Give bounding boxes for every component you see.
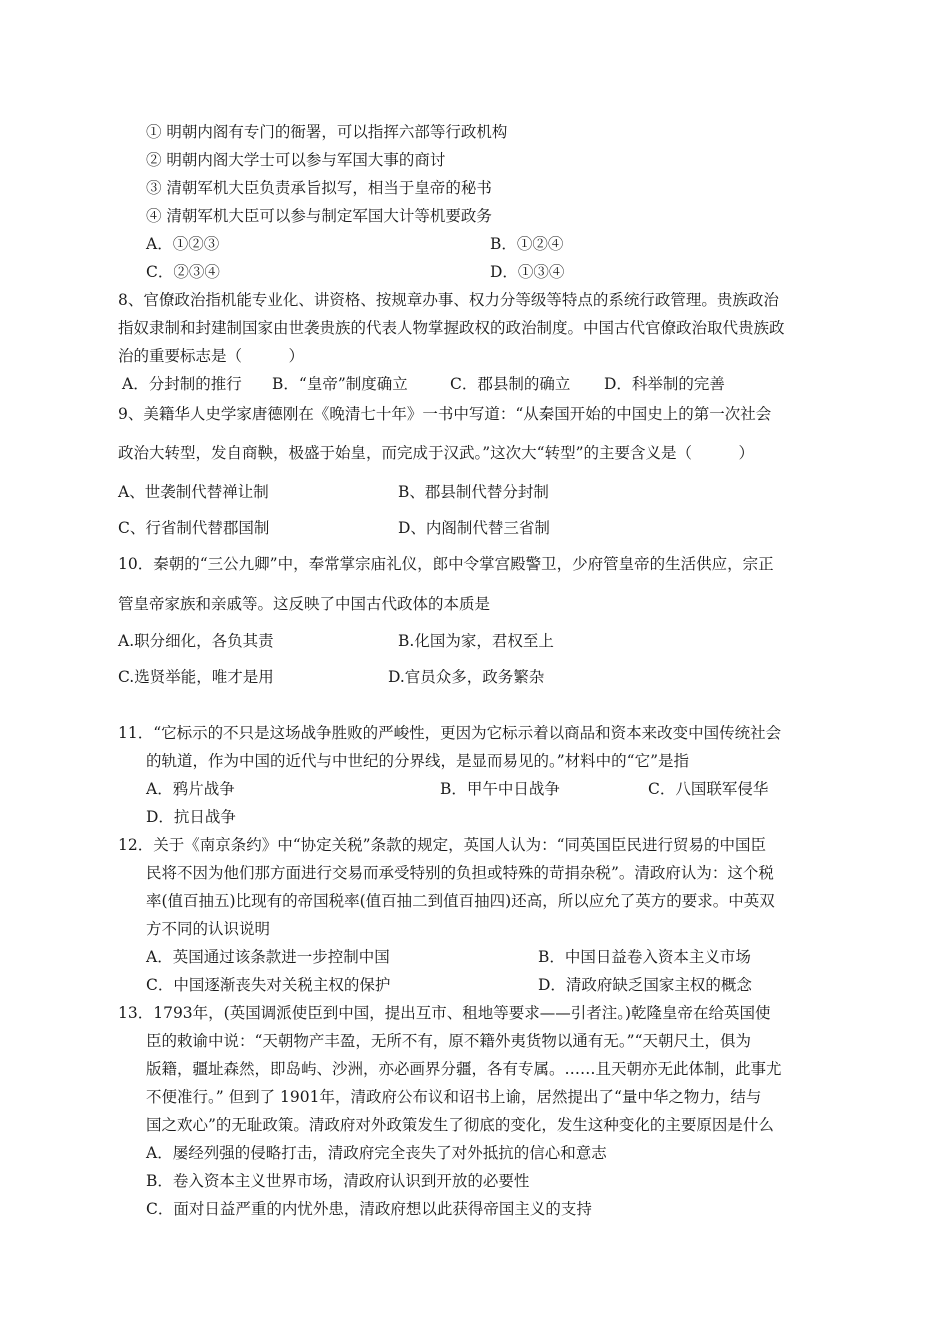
option-c: C．八国联军侵华 [648,780,769,798]
option-d: D．清政府缺乏国家主权的概念 [538,976,752,994]
option-c: C．中国逐渐丧失对关税主权的保护 [146,976,391,994]
option-c: C、行省制代替郡国制 [118,519,270,537]
option-b: B．①②④ [490,235,564,253]
option-c: C．②③④ [146,263,220,281]
option-b: B．中国日益卷入资本主义市场 [538,948,751,966]
question-text-line: 管皇帝家族和亲戚等。这反映了中国古代政体的本质是 [118,595,491,613]
option-c: C.选贤举能，唯才是用 [118,668,274,686]
statement-4: ④ 清朝军机大臣可以参与制定军国大计等机要政务 [146,207,492,225]
question-text-line: 方不同的认识说明 [146,920,271,938]
option-a: A．鸦片战争 [146,780,235,798]
option-a: A．分封制的推行 [122,375,242,393]
question-text-line: 12．关于《南京条约》中“协定关税”条款的规定，英国人认为：“同英国臣民进行贸易的中国臣 [118,836,766,854]
question-text-line: 版籍，疆址森然，即岛屿、沙洲，亦必画界分疆，各有专属。……且天朝亦无此体制，此事尤 [146,1060,782,1078]
option-b: B．“皇帝”制度确立 [272,375,408,393]
question-text-line: 的轨道，作为中国的近代与中世纪的分界线，是显而易见的。”材料中的“它”是指 [146,752,690,770]
question-text-line: 13．1793年，(英国调派使臣到中国，提出互市、租地等要求——引者注。)乾隆皇帝在给英国使 [118,1004,771,1022]
question-text-line: 8、官僚政治指机能专业化、讲资格、按规章办事、权力分等级等特点的系统行政管理。贵族政治 [118,291,779,309]
statement-3: ③ 清朝军机大臣负责承旨拟写，相当于皇帝的秘书 [146,179,492,197]
question-text-line: 9、美籍华人史学家唐德刚在《晚清七十年》一书中写道：“从秦国开始的中国史上的第一次社会 [118,405,772,423]
question-text-line: 臣的敕谕中说：“天朝物产丰盈，无所不有，原不籍外夷货物以通有无。”“天朝尺土，俱为 [146,1032,752,1050]
option-a: A、世袭制代替禅让制 [118,483,269,501]
question-text-line: 治的重要标志是（ ） [118,347,305,365]
question-text-line: 民将不因为他们那方面进行交易而承受特别的负担或特殊的苛捐杂税”。清政府认为：这个税 [146,864,774,882]
option-a: A．屡经列强的侵略打击，清政府完全丧失了对外抵抗的信心和意志 [146,1144,607,1162]
option-c: C．郡县制的确立 [450,375,571,393]
option-a: A．英国通过该条款进一步控制中国 [146,948,390,966]
statement-2: ② 明朝内阁大学士可以参与军国大事的商讨 [146,151,446,169]
option-b: B、郡县制代替分封制 [398,483,549,501]
option-b: B．卷入资本主义世界市场，清政府认识到开放的必要性 [146,1172,530,1190]
option-d: D．科举制的完善 [604,375,725,393]
question-text-line: 政治大转型，发自商鞅，极盛于始皇，而完成于汉武。”这次大“转型”的主要含义是（ ） [118,444,755,462]
option-c: C．面对日益严重的内忧外患，清政府想以此获得帝国主义的支持 [146,1200,592,1218]
option-d: D．抗日战争 [146,808,236,826]
question-text-line: 不便准行。” 但到了 1901年，清政府公布议和诏书上谕，居然提出了“量中华之物力，结与 [146,1088,762,1106]
question-text-line: 10．秦朝的“三公九卿”中，奉常掌宗庙礼仪，郎中令掌宫殿警卫，少府管皇帝的生活供应，宗正 [118,555,774,573]
option-b: B.化国为家，君权至上 [398,632,554,650]
option-d: D、内阁制代替三省制 [398,519,550,537]
question-text-line: 率(值百抽五)比现有的帝国税率(值百抽二到值百抽四)还高，所以应允了英方的要求。中英双 [146,892,775,910]
option-d: D.官员众多，政务繁杂 [388,668,545,686]
statement-1: ① 明朝内阁有专门的衙署，可以指挥六部等行政机构 [146,123,508,141]
question-text-line: 指奴隶制和封建制国家由世袭贵族的代表人物掌握政权的政治制度。中国古代官僚政治取代贵族政 [118,319,785,337]
question-text-line: 11．“它标示的不只是这场战争胜败的严峻性，更因为它标示着以商品和资本来改变中国传统社会 [118,724,782,742]
option-b: B．甲午中日战争 [440,780,560,798]
option-a: A．①②③ [146,235,220,253]
option-a: A.职分细化，各负其责 [118,632,274,650]
option-d: D．①③④ [490,263,565,281]
question-text-line: 国之欢心”的无耻政策。清政府对外政策发生了彻底的变化，发生这种变化的主要原因是什么 [146,1116,774,1134]
